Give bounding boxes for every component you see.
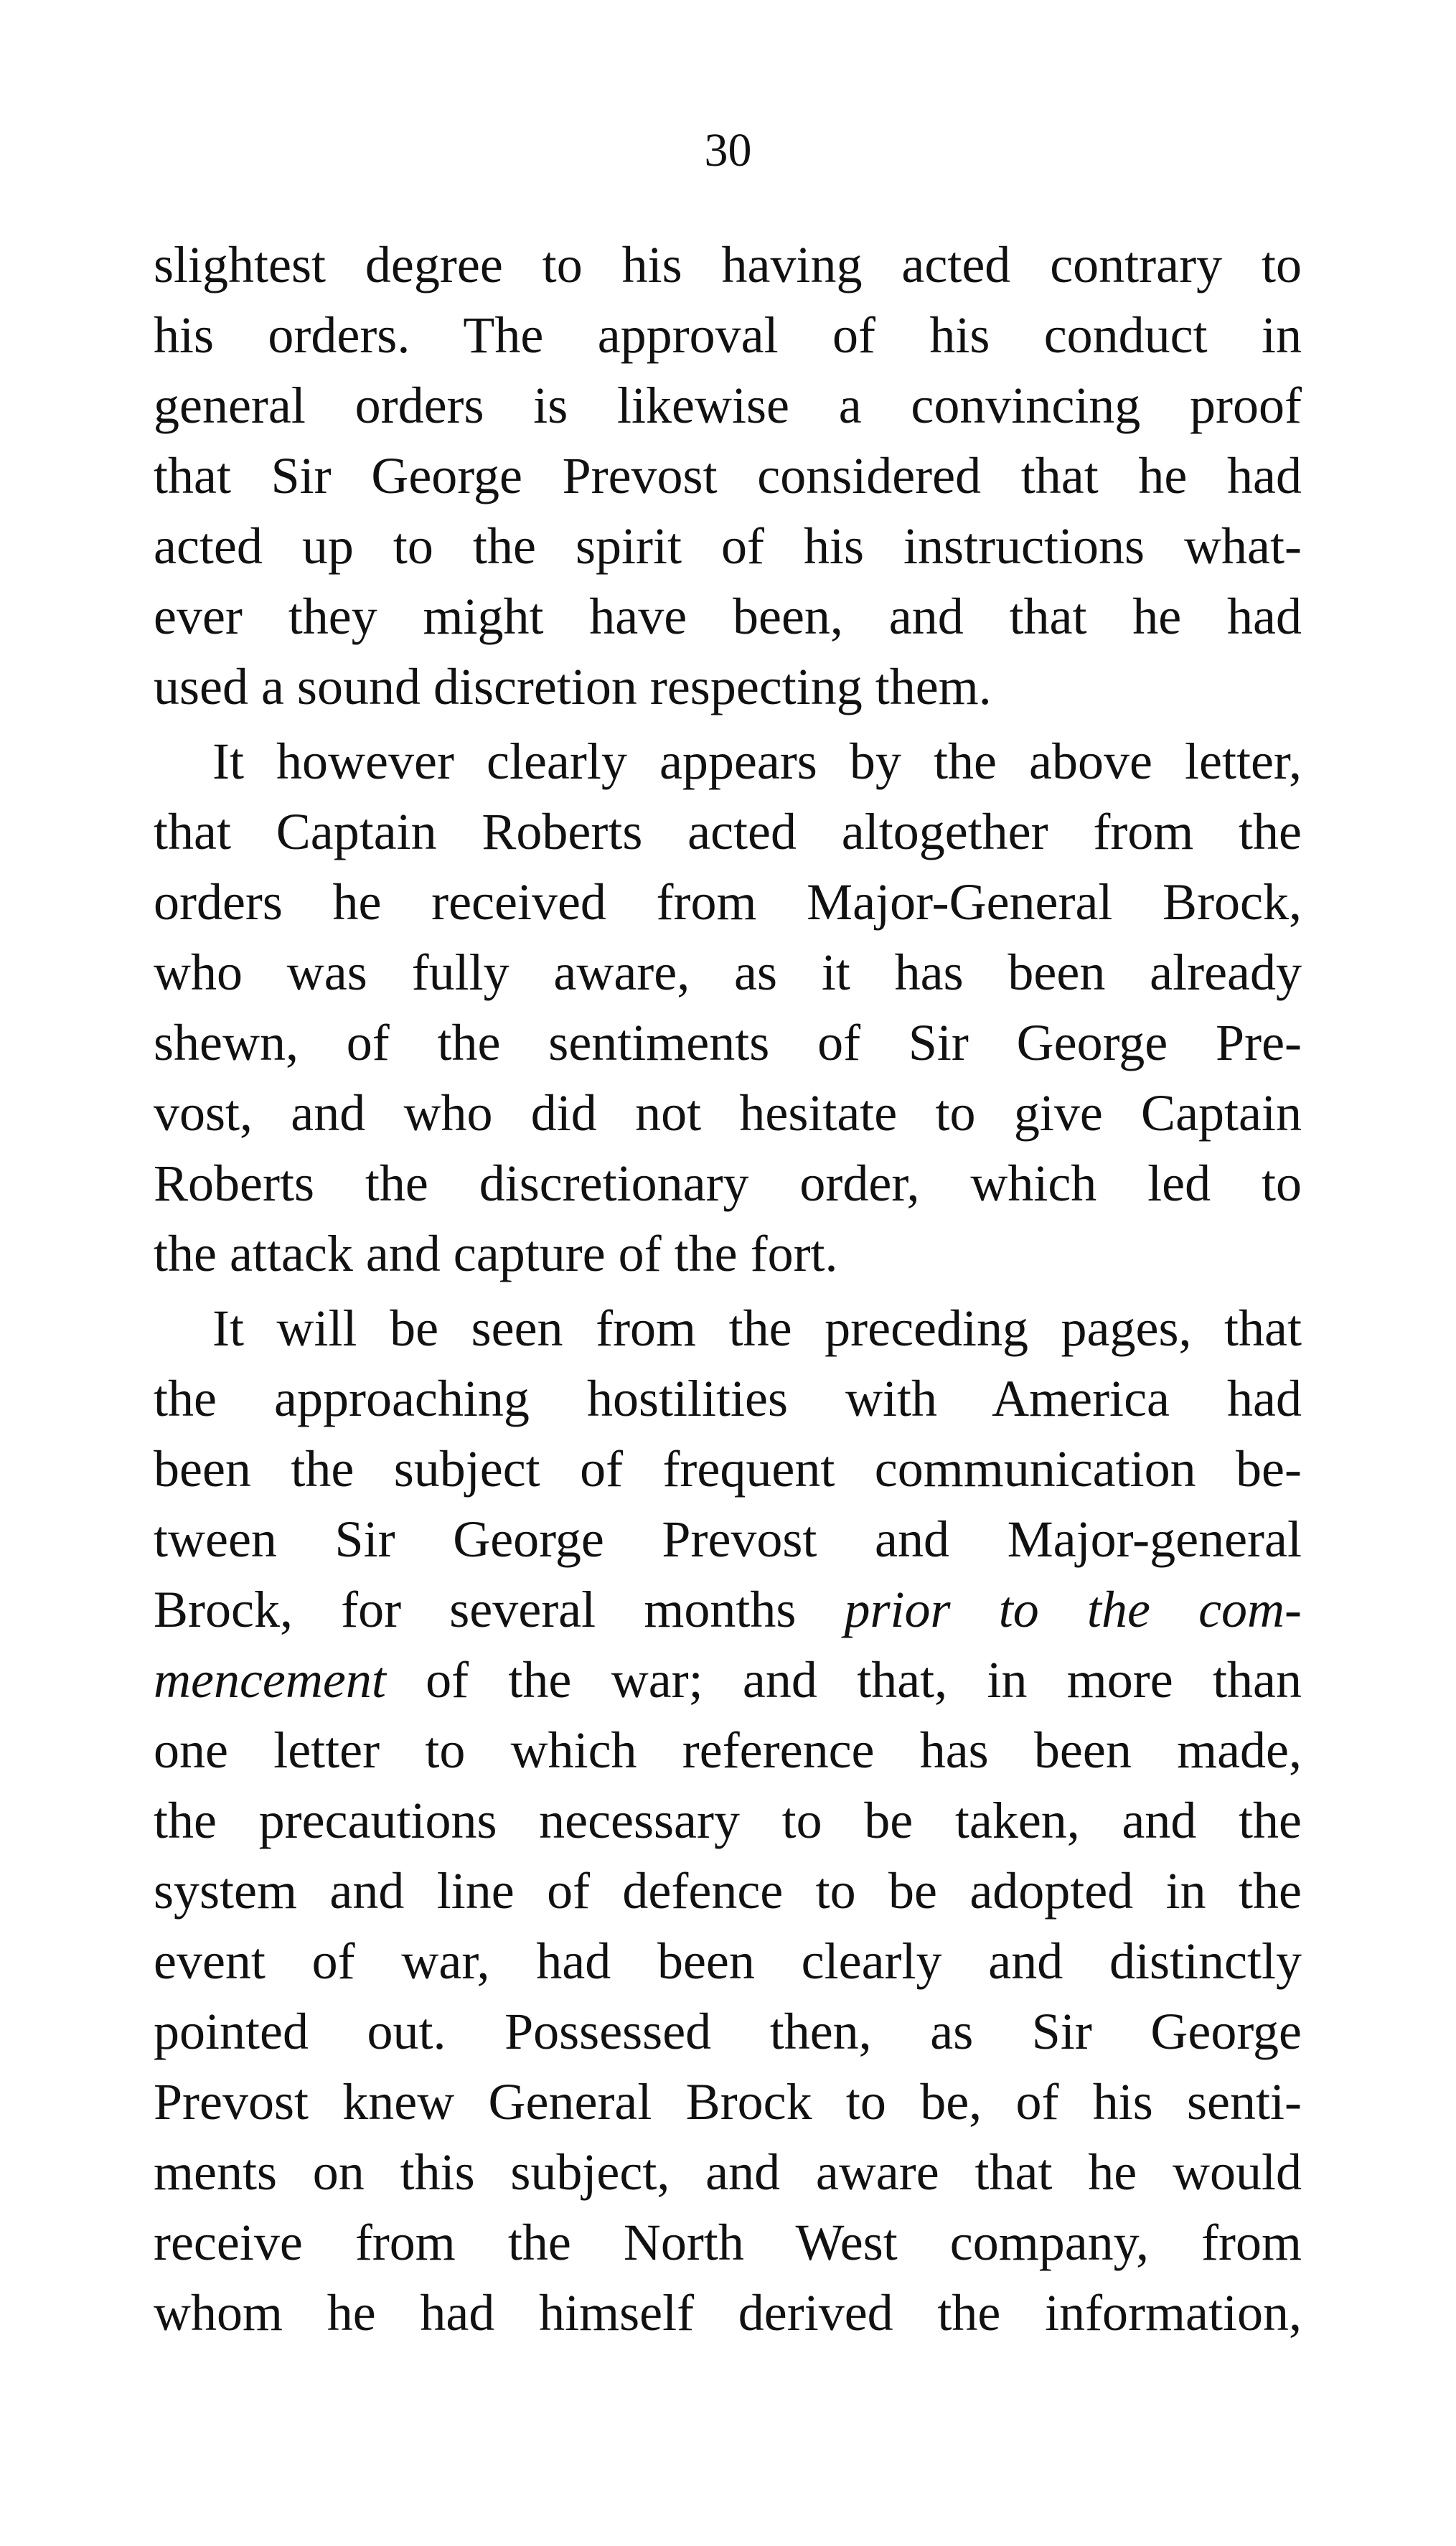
text-segment: the approaching hostilities with America had	[154, 1370, 1302, 1427]
text-segment: pointed out. Possessed then, as Sir George	[154, 2003, 1302, 2060]
text-line	[154, 1504, 1302, 1574]
text-line	[154, 1078, 1302, 1148]
text-segment: acted up to the spirit of his instructions what-	[154, 517, 1302, 575]
text-segment: his orders. The approval of his conduct in	[154, 306, 1302, 364]
text-line	[154, 652, 1302, 722]
text-segment: used a sound discretion respecting them.	[154, 658, 992, 715]
text-line	[154, 937, 1302, 1007]
text-segment: system and line of defence to be adopted in the	[154, 1862, 1302, 1920]
text-segment: general orders is likewise a convincing proof	[154, 377, 1302, 434]
text-line	[154, 1926, 1302, 1996]
text-segment: tween Sir George Prevost and Major-general	[154, 1511, 1302, 1568]
text-segment: that Sir George Prevost considered that he had	[154, 447, 1302, 504]
page-number: 30	[704, 124, 752, 177]
text-line	[154, 441, 1302, 511]
text-segment: Brock, for several months	[154, 1581, 845, 1638]
text-line	[154, 1856, 1302, 1926]
text-segment: of the war; and that, in more than	[385, 1651, 1302, 1709]
text-line	[154, 581, 1302, 652]
text-segment: ever they might have been, and that he had	[154, 588, 1302, 645]
text-segment: receive from the North West company, from	[154, 2214, 1302, 2271]
text-segment: event of war, had been clearly and distinctly	[154, 1932, 1302, 1990]
text-line	[154, 1148, 1302, 1218]
paragraph	[154, 230, 1302, 722]
text-segment: ments on this subject, and aware that he would	[154, 2143, 1302, 2201]
text-line	[154, 2278, 1302, 2348]
text-line	[154, 797, 1302, 867]
text-segment: that Captain Roberts acted altogether from the	[154, 803, 1302, 860]
text-segment: Roberts the discretionary order, which led to	[154, 1155, 1302, 1212]
text-segment: It will be seen from the preceding pages, that	[212, 1300, 1302, 1357]
text-line	[154, 2207, 1302, 2278]
text-segment: whom he had himself derived the information,	[154, 2284, 1302, 2341]
paragraph	[154, 726, 1302, 1289]
text-line	[154, 1007, 1302, 1078]
text-line	[154, 1218, 1302, 1289]
body-text	[154, 230, 1302, 2348]
text-segment: one letter to which reference has been made,	[154, 1721, 1302, 1779]
text-line	[154, 1574, 1302, 1645]
text-segment: the precautions necessary to be taken, and the	[154, 1792, 1302, 1849]
text-segment: Prevost knew General Brock to be, of his senti-	[154, 2073, 1302, 2131]
text-segment: who was fully aware, as it has been already	[154, 944, 1302, 1001]
text-segment: shewn, of the sentiments of Sir George Pre-	[154, 1014, 1302, 1071]
text-segment: slightest degree to his having acted contrary to	[154, 236, 1302, 293]
text-line	[154, 1363, 1302, 1434]
text-line	[154, 1293, 1302, 1363]
text-line	[154, 1785, 1302, 1856]
text-line	[154, 511, 1302, 581]
text-line	[154, 230, 1302, 300]
paragraph	[154, 1293, 1302, 2348]
text-line	[154, 1715, 1302, 1785]
text-segment: been the subject of frequent communication be-	[154, 1440, 1302, 1498]
text-line	[154, 867, 1302, 937]
text-line	[154, 2067, 1302, 2137]
italic-text: mencement	[154, 1651, 386, 1709]
text-line	[154, 2137, 1302, 2207]
text-line	[154, 1996, 1302, 2067]
text-line	[154, 726, 1302, 797]
text-segment: vost, and who did not hesitate to give Captain	[154, 1084, 1302, 1142]
text-segment: orders he received from Major-General Brock,	[154, 873, 1302, 931]
italic-text: prior to the com-	[844, 1581, 1302, 1638]
text-line	[154, 300, 1302, 370]
text-segment: It however clearly appears by the above letter,	[212, 733, 1302, 790]
text-segment: the attack and capture of the fort.	[154, 1225, 838, 1282]
text-line	[154, 1434, 1302, 1504]
text-line	[154, 1645, 1302, 1715]
text-line	[154, 370, 1302, 441]
